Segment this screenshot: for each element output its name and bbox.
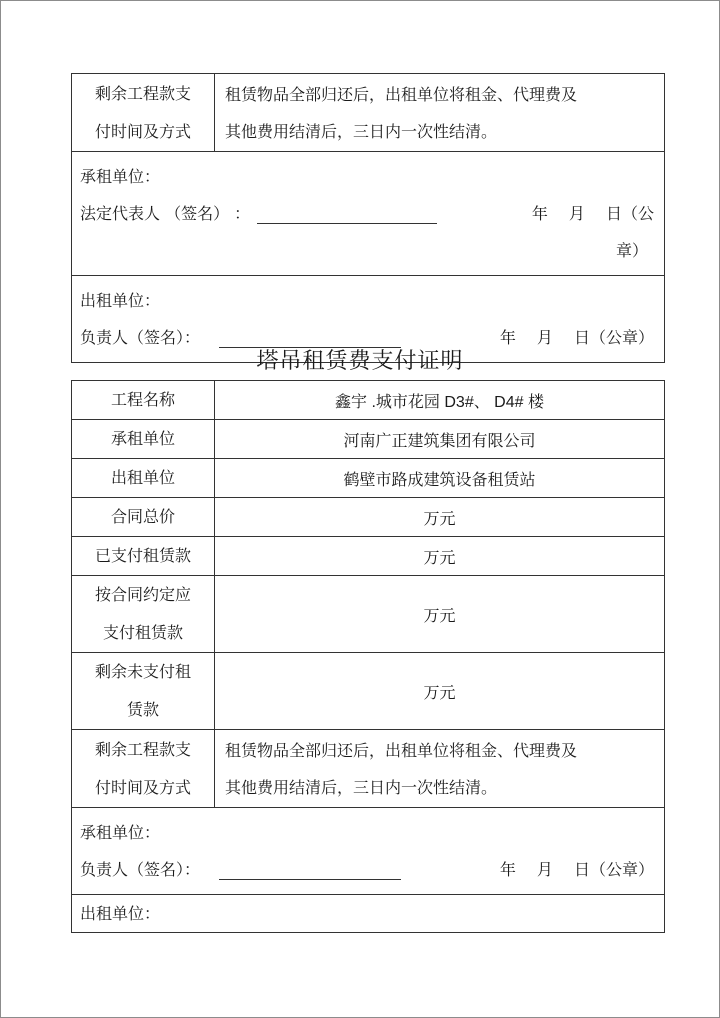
payment-method-label (72, 74, 215, 152)
legal-rep-date: 年 月 日（公 (531, 204, 654, 223)
contract-due-value: 万元 (215, 576, 665, 653)
bottom-payment-method-text-line2: 其他费用结清后，三日内一次性结清。 (225, 777, 498, 797)
unpaid-rent-label (72, 653, 215, 730)
contract-due-label (72, 576, 215, 653)
lessee-label: 承租单位： (80, 167, 161, 186)
payment-method-text (215, 74, 665, 152)
legal-rep-label: 法定代表人 （签名） ： (80, 204, 251, 223)
contract-total-value: 万元 (215, 498, 665, 537)
bottom-payment-method-label-line1: 剩余工程款支 (94, 739, 191, 759)
bottom-principal-signature-line[interactable] (219, 853, 401, 880)
bottom-principal-row (80, 851, 654, 888)
lessor-unit-value: 鹤壁市路成建筑设备租赁站 (215, 459, 665, 498)
payment-method-label-line2: 付时间及方式 (94, 121, 191, 141)
contract-total-label: 合同总价 (72, 498, 215, 537)
lessee-unit-label: 承租单位 (72, 420, 215, 459)
unpaid-rent-label-line1: 剩余未支付租 (94, 662, 191, 681)
legal-rep-row (80, 195, 654, 232)
paid-rent-label: 已支付租赁款 (72, 537, 215, 576)
lessor-unit-label: 出租单位 (72, 459, 215, 498)
legal-rep-signature-line[interactable] (257, 197, 437, 224)
payment-method-text-line2: 其他费用结清后，三日内一次性结清。 (225, 121, 498, 141)
project-name-text: 鑫宇 .城市花园 D3#、 D4# 楼 (335, 393, 544, 411)
paid-rent-value: 万元 (215, 537, 665, 576)
principal-label: 负责人（签名）： (80, 328, 201, 347)
unpaid-rent-value: 万元 (215, 653, 665, 730)
bottom-lessee-label: 承租单位： (80, 823, 161, 842)
bottom-principal-date: 年 月 日（公章） (499, 860, 654, 879)
bottom-principal-label: 负责人（签名）： (80, 860, 201, 879)
bottom-lessor-label: 出租单位： (72, 895, 665, 933)
principal-date: 年 月 日（公章） (499, 328, 654, 347)
contract-due-label-line1: 按合同约定应 (94, 585, 191, 604)
bottom-payment-method-text-line1: 租赁物品全部归还后，出租单位将租金、代理费及 (225, 740, 578, 760)
payment-proof-table (71, 380, 665, 933)
contract-due-label-line2: 支付租赁款 (102, 623, 183, 642)
unpaid-rent-label-line2: 赁款 (126, 700, 159, 719)
payment-method-text-line1: 租赁物品全部归还后，出租单位将租金、代理费及 (225, 84, 578, 104)
lessee-signature-block (72, 152, 665, 276)
bottom-payment-method-text (215, 730, 665, 808)
project-name-label: 工程名称 (72, 381, 215, 420)
project-name-value (215, 381, 665, 420)
bottom-lessee-signature-block (72, 808, 665, 895)
legal-rep-date-cont: 章） (615, 241, 648, 260)
top-payment-table (71, 73, 665, 363)
payment-method-label-line1: 剩余工程款支 (94, 83, 191, 103)
document-title: 塔吊租赁费支付证明 (256, 349, 464, 374)
lessee-unit-value: 河南广正建筑集团有限公司 (215, 420, 665, 459)
bottom-payment-method-label (72, 730, 215, 808)
lessor-label: 出租单位： (80, 291, 161, 310)
bottom-payment-method-label-line2: 付时间及方式 (94, 777, 191, 797)
